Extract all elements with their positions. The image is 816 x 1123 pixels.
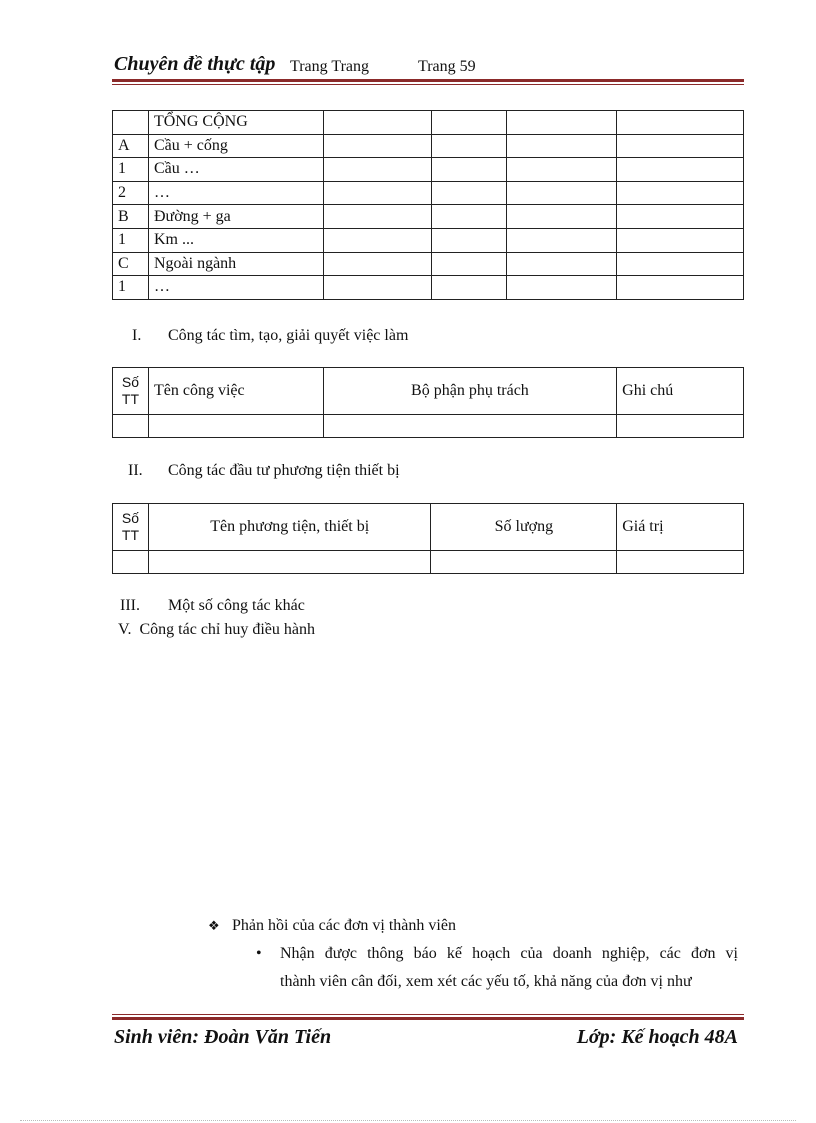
empty-cell: [617, 276, 744, 300]
empty-cell: [507, 228, 617, 252]
empty-cell: [617, 228, 744, 252]
section-2-heading: [128, 462, 400, 480]
empty-cell: [323, 111, 431, 135]
empty-cell: [507, 134, 617, 158]
empty-cell: [507, 158, 617, 182]
empty-cell: [507, 205, 617, 229]
feedback-line-2: thành viên cân đối, xem xét các yếu tố, khả năng của đơn vị như: [280, 973, 692, 990]
equipment-name-header: Tên phương tiện, thiết bị: [148, 504, 431, 551]
stt-header-top: Số: [121, 374, 140, 390]
row-code: A: [113, 134, 149, 158]
empty-cell: [507, 276, 617, 300]
job-name-header: Tên công việc: [148, 368, 323, 415]
table-row: [113, 228, 744, 252]
bullet-icon: •: [256, 945, 262, 962]
header-title: Chuyên đề thực tập: [114, 53, 276, 75]
feedback-heading: [208, 917, 456, 935]
stt-header: [113, 504, 149, 551]
empty-cell: [507, 111, 617, 135]
row-code: 2: [113, 181, 149, 205]
empty-cell: [323, 228, 431, 252]
quantity-header: Số lượng: [431, 504, 617, 551]
stt-header: [113, 368, 149, 415]
empty-cell: [617, 205, 744, 229]
section-3-number: III.: [120, 597, 140, 614]
feedback-title: Phản hồi của các đơn vị thành viên: [232, 917, 456, 934]
table-row: [113, 158, 744, 182]
value-header: Giá trị: [617, 504, 744, 551]
section-1-heading: [132, 327, 408, 345]
header-rule-thick: [112, 79, 744, 82]
note-header: Ghi chú: [617, 368, 744, 415]
empty-cell: [617, 252, 744, 276]
equipment-table: [112, 503, 744, 574]
row-label: …: [148, 181, 323, 205]
summary-table: [112, 110, 744, 300]
empty-cell: [431, 205, 507, 229]
row-code: B: [113, 205, 149, 229]
table-row: [113, 181, 744, 205]
diamond-bullet-icon: ❖: [208, 919, 220, 934]
empty-cell: [431, 228, 507, 252]
section-1-title: Công tác tìm, tạo, giải quyết việc làm: [168, 327, 409, 344]
empty-cell: [431, 158, 507, 182]
table-row: [113, 252, 744, 276]
row-label: Cầu + cống: [148, 134, 323, 158]
empty-cell: [617, 134, 744, 158]
department-header: Bộ phận phụ trách: [323, 368, 616, 415]
row-label: TỔNG CỘNG: [148, 111, 323, 135]
footer-class: Lớp: Kế hoạch 48A: [576, 1026, 738, 1048]
table-row: [113, 276, 744, 300]
row-label: Ngoài ngành: [148, 252, 323, 276]
row-code: 1: [113, 228, 149, 252]
footer-rule-thin: [112, 1014, 744, 1015]
stt-header-top: Số: [121, 510, 140, 526]
section-5-heading: V. Công tác chỉ huy điều hành: [118, 621, 316, 638]
empty-cell: [323, 158, 431, 182]
section-2-number: II.: [128, 462, 143, 479]
row-label: Cầu …: [148, 158, 323, 182]
empty-cell: [617, 111, 744, 135]
section-1-number: I.: [132, 327, 142, 344]
page-number: Trang 59: [418, 58, 476, 75]
stt-header-bottom: TT: [121, 527, 140, 543]
empty-cell: [431, 181, 507, 205]
table-row: [113, 415, 744, 438]
section-3-title: Một số công tác khác: [168, 597, 305, 614]
empty-cell: [617, 181, 744, 205]
jobs-table: [112, 367, 744, 438]
empty-cell: [323, 181, 431, 205]
table-row: [113, 134, 744, 158]
row-label: …: [148, 276, 323, 300]
row-code: 1: [113, 276, 149, 300]
row-label: Km ...: [148, 228, 323, 252]
header-rule-thin: [112, 84, 744, 85]
footer-student: Sinh viên: Đoàn Văn Tiến: [114, 1026, 332, 1048]
stt-header-bottom: TT: [121, 391, 140, 407]
page-edge: [20, 1120, 796, 1121]
row-code: C: [113, 252, 149, 276]
empty-cell: [323, 252, 431, 276]
header-subtitle: Trang Trang: [290, 58, 369, 75]
empty-cell: [323, 205, 431, 229]
empty-cell: [617, 158, 744, 182]
row-code: 1: [113, 158, 149, 182]
empty-cell: [431, 134, 507, 158]
table-row: [113, 205, 744, 229]
empty-cell: [431, 276, 507, 300]
empty-cell: [431, 111, 507, 135]
empty-cell: [507, 181, 617, 205]
footer-rule-thick: [112, 1017, 744, 1020]
row-label: Đường + ga: [148, 205, 323, 229]
table-row: [113, 551, 744, 574]
row-code: [113, 111, 149, 135]
table-row: [113, 111, 744, 135]
section-2-title: Công tác đầu tư phương tiện thiết bị: [168, 462, 400, 479]
empty-cell: [323, 134, 431, 158]
empty-cell: [431, 252, 507, 276]
empty-cell: [507, 252, 617, 276]
feedback-line-1: Nhận được thông báo kế hoạch của doanh nghiệp, các đơn vị: [280, 945, 738, 962]
empty-cell: [323, 276, 431, 300]
section-3-heading: [120, 597, 305, 615]
